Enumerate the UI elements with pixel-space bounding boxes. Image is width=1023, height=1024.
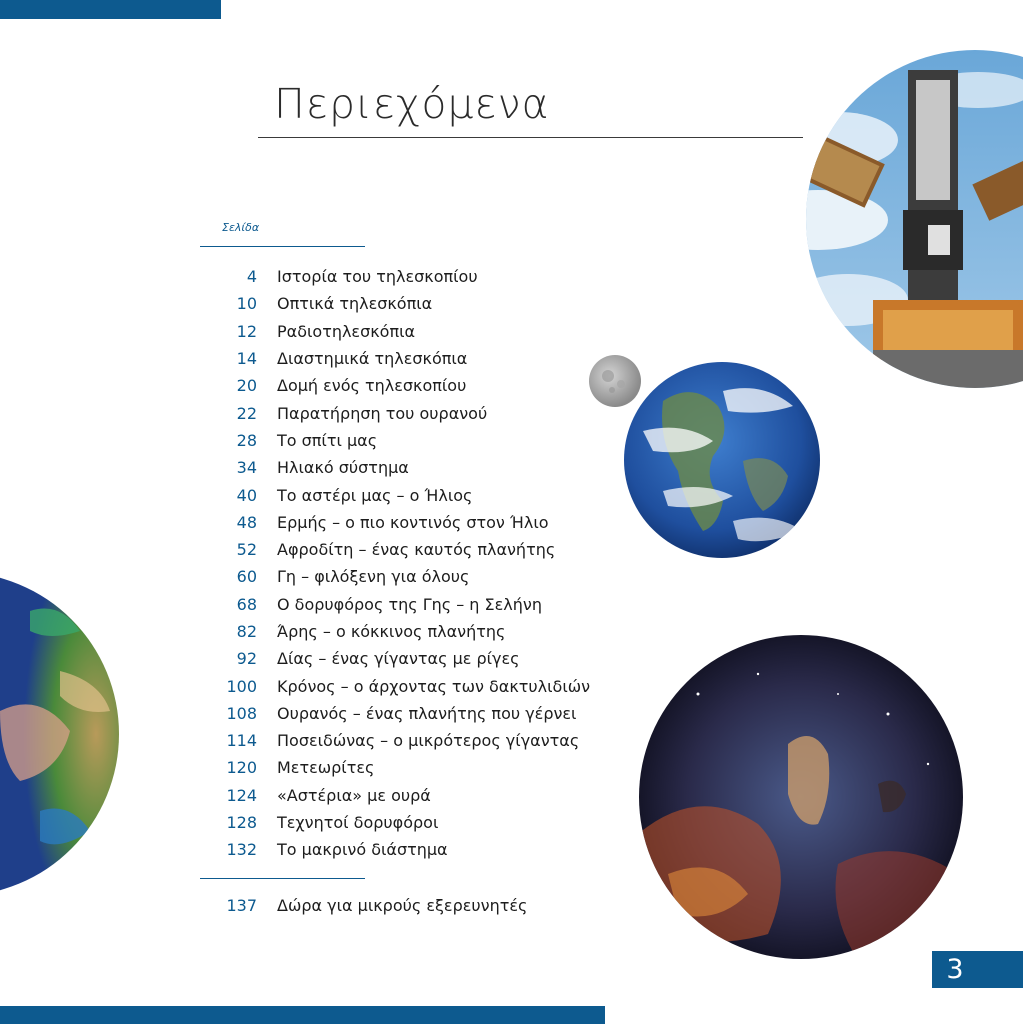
- toc-page-number: 14: [236, 349, 257, 369]
- toc-page-number: 108: [226, 703, 257, 723]
- toc-entry-title: Άρης – ο κόκκινος πλανήτης: [277, 622, 506, 641]
- toc-entry[interactable]: [200, 645, 620, 672]
- toc-list: [200, 263, 620, 864]
- toc-entry[interactable]: [200, 399, 620, 426]
- page-number: 3: [946, 954, 964, 985]
- toc-page-number: 52: [236, 540, 257, 560]
- toc-extra-entry[interactable]: [200, 892, 620, 919]
- page-title: Περιεχόμενα: [274, 80, 550, 128]
- bottom-accent-bar: [0, 1006, 605, 1024]
- toc-entry-title: Μετεωρίτες: [277, 758, 375, 778]
- toc-page-number: 92: [236, 649, 257, 669]
- toc-entry-title: Δομή ενός τηλεσκοπίου: [277, 376, 467, 396]
- toc-entry-title: Οπτικά τηλεσκόπια: [277, 294, 433, 314]
- toc-entry[interactable]: [200, 754, 620, 781]
- hubble-telescope-image: [778, 50, 1023, 388]
- toc-entry[interactable]: [200, 481, 620, 508]
- toc-entry[interactable]: [200, 618, 620, 645]
- page-column-label: Σελίδα: [222, 221, 260, 234]
- toc-page-number: 68: [236, 594, 257, 614]
- nebula-image: [638, 634, 964, 960]
- toc-entry[interactable]: [200, 836, 620, 863]
- toc-page-number: 100: [226, 676, 257, 696]
- toc-page-number: 4: [246, 267, 257, 287]
- page-number-box: [932, 951, 1023, 988]
- toc-entry[interactable]: [200, 427, 620, 454]
- toc-page-number: 20: [236, 376, 257, 396]
- toc-entry-title: Το μακρινό διάστημα: [277, 840, 448, 860]
- toc-entry[interactable]: [200, 290, 620, 317]
- toc-page-number: 60: [236, 567, 257, 587]
- toc-entry-title: Το σπίτι μας: [277, 430, 378, 450]
- toc-entry[interactable]: [200, 672, 620, 699]
- toc-page-number: 48: [236, 512, 257, 532]
- toc-page-number: 128: [226, 813, 257, 833]
- toc-page-number: 114: [226, 731, 257, 751]
- toc-page-number: 124: [226, 785, 257, 805]
- toc-page-number: 82: [236, 622, 257, 641]
- toc-entry[interactable]: [200, 345, 620, 372]
- toc-page-number: 40: [236, 485, 257, 505]
- toc-entry-title: Τεχνητοί δορυφόροι: [277, 813, 439, 833]
- toc-entry-title: Ιστορία του τηλεσκοπίου: [277, 267, 478, 287]
- toc-entry-title: Κρόνος – ο άρχοντας των δακτυλιδιών: [277, 676, 591, 696]
- toc-entry[interactable]: [200, 563, 620, 590]
- toc-page-number: 34: [236, 458, 257, 478]
- toc-page-number: 10: [236, 294, 257, 314]
- toc-entry-title: Ουρανός – ένας πλανήτης που γέρνει: [277, 703, 577, 723]
- top-accent-bar: [0, 0, 221, 19]
- venus-image: [0, 571, 120, 897]
- toc-entry[interactable]: [200, 782, 620, 809]
- toc-entry-title: Δίας – ένας γίγαντας με ρίγες: [277, 649, 520, 669]
- toc-page-number: 120: [226, 758, 257, 778]
- toc-entry-title: Το αστέρι μας – ο Ήλιος: [277, 485, 473, 505]
- toc-entry[interactable]: [200, 536, 620, 563]
- toc-entry-title: Ποσειδώνας – ο μικρότερος γίγαντας: [277, 731, 580, 751]
- toc-page-number: 12: [236, 321, 257, 341]
- toc-entry[interactable]: [200, 318, 620, 345]
- toc-entry-title: Ραδιοτηλεσκόπια: [277, 321, 416, 341]
- toc-entry-title: Γη – φιλόξενη για όλους: [277, 567, 470, 587]
- toc-entry[interactable]: [200, 700, 620, 727]
- toc-entry[interactable]: [200, 454, 620, 481]
- toc-entry[interactable]: [200, 372, 620, 399]
- title-underline: [258, 137, 803, 138]
- toc-top-divider: [200, 246, 365, 247]
- toc-entry-title: Ηλιακό σύστημα: [277, 458, 409, 478]
- toc-page-number: 132: [226, 840, 257, 860]
- toc-entry-title: Ερμής – ο πιο κοντινός στον Ήλιο: [277, 512, 549, 532]
- toc-entry-title: Δώρα για μικρούς εξερευνητές: [277, 896, 528, 916]
- toc-page-number: 137: [226, 896, 257, 916]
- toc-entry-title: «Αστέρια» με ουρά: [277, 785, 431, 805]
- toc-entry[interactable]: [200, 509, 620, 536]
- toc-page-number: 22: [236, 403, 257, 423]
- toc-entry-title: Παρατήρηση του ουρανού: [277, 403, 488, 423]
- toc-page-number: 28: [236, 430, 257, 450]
- toc-entry[interactable]: [200, 591, 620, 618]
- toc-bottom-divider: [200, 878, 365, 879]
- toc-entry[interactable]: [200, 263, 620, 290]
- toc-entry-title: Ο δορυφόρος της Γης – η Σελήνη: [277, 594, 542, 614]
- toc-entry[interactable]: [200, 727, 620, 754]
- earth-image: [623, 361, 821, 559]
- toc-entry-title: Διαστημικά τηλεσκόπια: [277, 349, 468, 369]
- toc-entry-title: Αφροδίτη – ένας καυτός πλανήτης: [277, 540, 556, 560]
- toc-entry[interactable]: [200, 809, 620, 836]
